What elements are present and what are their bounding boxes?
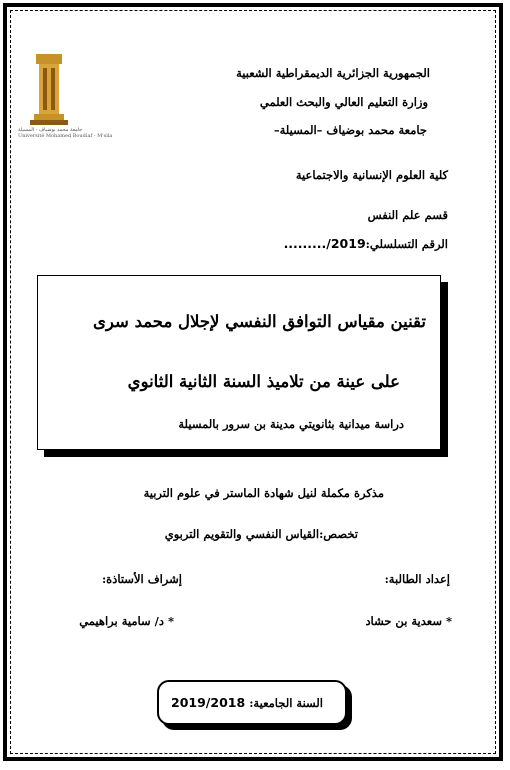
thesis-title-line2: على عينة من تلاميذ السنة الثانية الثانوي bbox=[127, 372, 400, 391]
faculty-name: كلية العلوم الإنسانية والاجتماعية bbox=[295, 168, 448, 182]
ministry-name: وزارة التعليم العالي والبحث العلمي bbox=[259, 95, 428, 109]
title-box bbox=[37, 275, 441, 450]
serial-number bbox=[284, 236, 448, 251]
academic-year bbox=[171, 695, 323, 710]
logo-caption-ar: جامعة محمد بوضياف - المسيلة bbox=[18, 127, 83, 133]
republic-name: الجمهورية الجزائرية الديمقراطية الشعبية bbox=[236, 66, 430, 80]
department-name: قسم علم النفس bbox=[367, 208, 448, 222]
study-subtitle: دراسة ميدانية بثانويتي مدينة بن سرور بالمسيلة bbox=[178, 417, 404, 431]
logo-caption-en: Université Mohamed Boudiaf - M'sila bbox=[18, 133, 113, 139]
specialty-line: تخصص:القياس النفسي والتقويم التربوي bbox=[164, 527, 358, 541]
university-name: جامعة محمد بوضياف –المسيلة– bbox=[273, 123, 427, 137]
academic-year-box bbox=[157, 680, 347, 725]
thesis-title-line1: تقنين مقياس التوافق النفسي لإجلال محمد سرى bbox=[93, 312, 426, 331]
serial-value: ........./2019 bbox=[283, 236, 366, 251]
student-label: إعداد الطالبة: bbox=[384, 572, 450, 586]
academic-year-label: السنة الجامعية: bbox=[249, 696, 323, 710]
logo-caption bbox=[18, 127, 113, 139]
memo-statement: مذكرة مكملة لنيل شهادة الماستر في علوم التربية bbox=[143, 486, 384, 500]
student-name: * سعدية بن حشاد bbox=[365, 614, 452, 628]
supervisor-label: إشراف الأستاذة: bbox=[101, 572, 182, 586]
supervisor-name: * د/ سامية براهيمي bbox=[79, 614, 174, 628]
serial-label: الرقم التسلسلي: bbox=[365, 237, 448, 251]
academic-year-value: 2019/2018 bbox=[171, 695, 246, 710]
